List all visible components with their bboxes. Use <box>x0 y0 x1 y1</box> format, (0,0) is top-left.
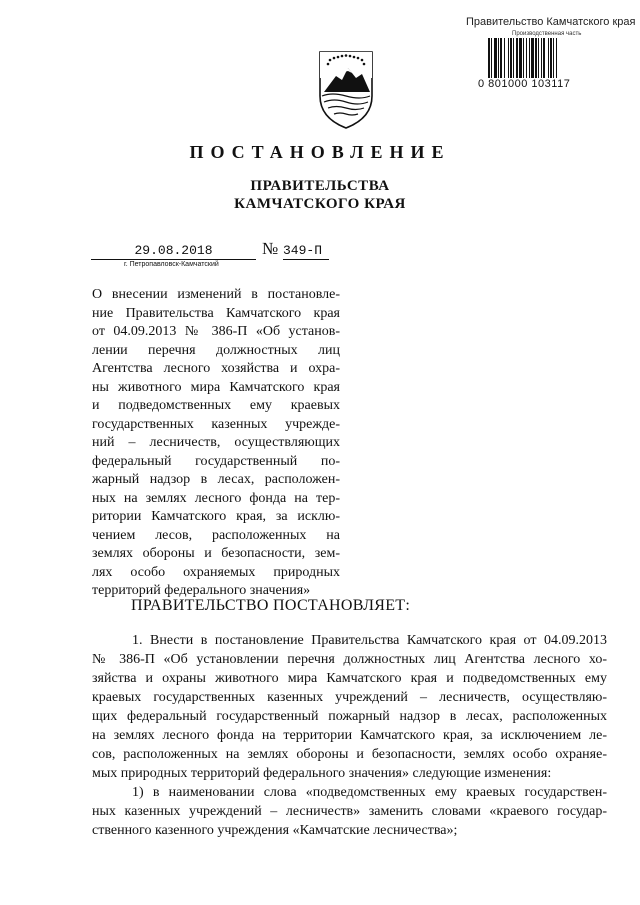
body-line: ственного казенного учреждения «Камчатские лесничества»; <box>92 823 458 838</box>
barcode-bar <box>556 38 557 78</box>
barcode-bar <box>513 38 514 78</box>
barcode-bar <box>543 38 545 78</box>
body-line: 1) в наименовании слова «подведомственных ему краевых государствен- <box>132 785 607 800</box>
barcode-bar <box>510 38 512 78</box>
barcode-bar <box>516 38 518 78</box>
barcode-bar <box>519 38 522 78</box>
barcode-bar <box>500 38 502 78</box>
barcode-bar <box>541 38 542 78</box>
barcode-bar <box>491 38 492 78</box>
barcode <box>486 38 606 80</box>
body-line: щих федеральный государственный пожарный надзор в лесах, расположенных <box>92 709 607 724</box>
document-date: 29.08.2018 <box>91 243 256 260</box>
subject-line: территорий федерального значения» <box>92 583 311 598</box>
subject-line: землях обороны и безопасности, зем- <box>92 546 340 561</box>
body-line: ных казенных учреждений – лесничеств» заменить словами «краевого государ- <box>92 804 607 819</box>
subject-line: жарный надзор в лесах, расположен- <box>92 472 340 487</box>
barcode-bar <box>508 38 509 78</box>
barcode-bar <box>550 38 552 78</box>
body-line: на землях лесного фонда на территории Камчатского края, за исключением ле- <box>92 728 607 743</box>
subject-line: лении перечня должностных лиц <box>92 342 340 358</box>
barcode-bar <box>526 38 527 78</box>
barcode-bar <box>504 38 505 78</box>
subject-line: и подведомственных ему краевых <box>92 398 340 413</box>
body-line: краевых государственных казенных учреждений – лесничеств, осуществляю- <box>92 690 607 705</box>
barcode-bar <box>535 38 537 78</box>
body-line: сов, расположенных на землях обороны и безопасности, землях особо охраняе- <box>92 747 607 762</box>
document-number: 349-П <box>283 243 329 260</box>
subject-line: ние Правительства Камчатского края <box>92 305 340 321</box>
barcode-bar <box>488 38 490 78</box>
body-line: зяйства и охраны животного мира Камчатского края и подведомственных ему <box>92 671 607 686</box>
document-city: г. Петропавловск-Камчатский <box>124 261 219 268</box>
barcode-bar <box>498 38 499 78</box>
barcode-number: 0 801000 103117 <box>478 78 571 90</box>
subject-line: чением лесов, расположенных на <box>92 527 340 543</box>
issuer-line-1: ПРАВИТЕЛЬСТВА <box>250 178 390 194</box>
barcode-bar <box>553 38 554 78</box>
issuer-line-2: КАМЧАТСКОГО КРАЯ <box>234 196 406 212</box>
document-body <box>92 631 607 840</box>
subject-line: государственных казенных учрежде- <box>92 416 340 432</box>
subject-line: ритории Камчатского края, за исклю- <box>92 509 340 524</box>
resolves-heading: ПРАВИТЕЛЬСТВО ПОСТАНОВЛЯЕТ: <box>131 597 411 614</box>
barcode-bar <box>538 38 539 78</box>
subject-line: от 04.09.2013 № 386-П «Об установ- <box>92 324 340 339</box>
coat-of-arms-icon <box>316 48 376 130</box>
body-line: № 386-П «Об установлении перечня должностных лиц Агентства лесного хо- <box>92 652 607 667</box>
barcode-bar <box>548 38 549 78</box>
number-sign: № <box>262 239 279 258</box>
subject-line: лях особо охраняемых природных <box>92 564 340 580</box>
barcode-bar <box>529 38 530 78</box>
subject-line: ных на землях лесного фонда на тер- <box>92 490 340 506</box>
subject-line: О внесении изменений в постановле- <box>92 287 340 302</box>
body-line: 1. Внести в постановление Правительства Камчатского края от 04.09.2013 <box>132 633 607 648</box>
document-title: ПОСТАНОВЛЕНИЕ <box>189 142 451 162</box>
stamp-organization: Правительство Камчатского края <box>466 16 636 28</box>
subject-line: федеральный государственный по- <box>92 453 340 469</box>
body-line: мых природных территорий федерального значения» следующие изменения: <box>92 766 552 781</box>
barcode-bar <box>494 38 497 78</box>
subject-line: ны животного мира Камчатского края <box>92 379 340 395</box>
document-subject <box>92 286 340 601</box>
barcode-bar <box>531 38 534 78</box>
subject-line: Агентства лесного хозяйства и охра- <box>92 361 340 376</box>
barcode-bar <box>523 38 524 78</box>
stamp-subtitle: Производственная часть <box>512 31 582 37</box>
subject-line: ний – лесничеств, осуществляющих <box>92 435 340 450</box>
